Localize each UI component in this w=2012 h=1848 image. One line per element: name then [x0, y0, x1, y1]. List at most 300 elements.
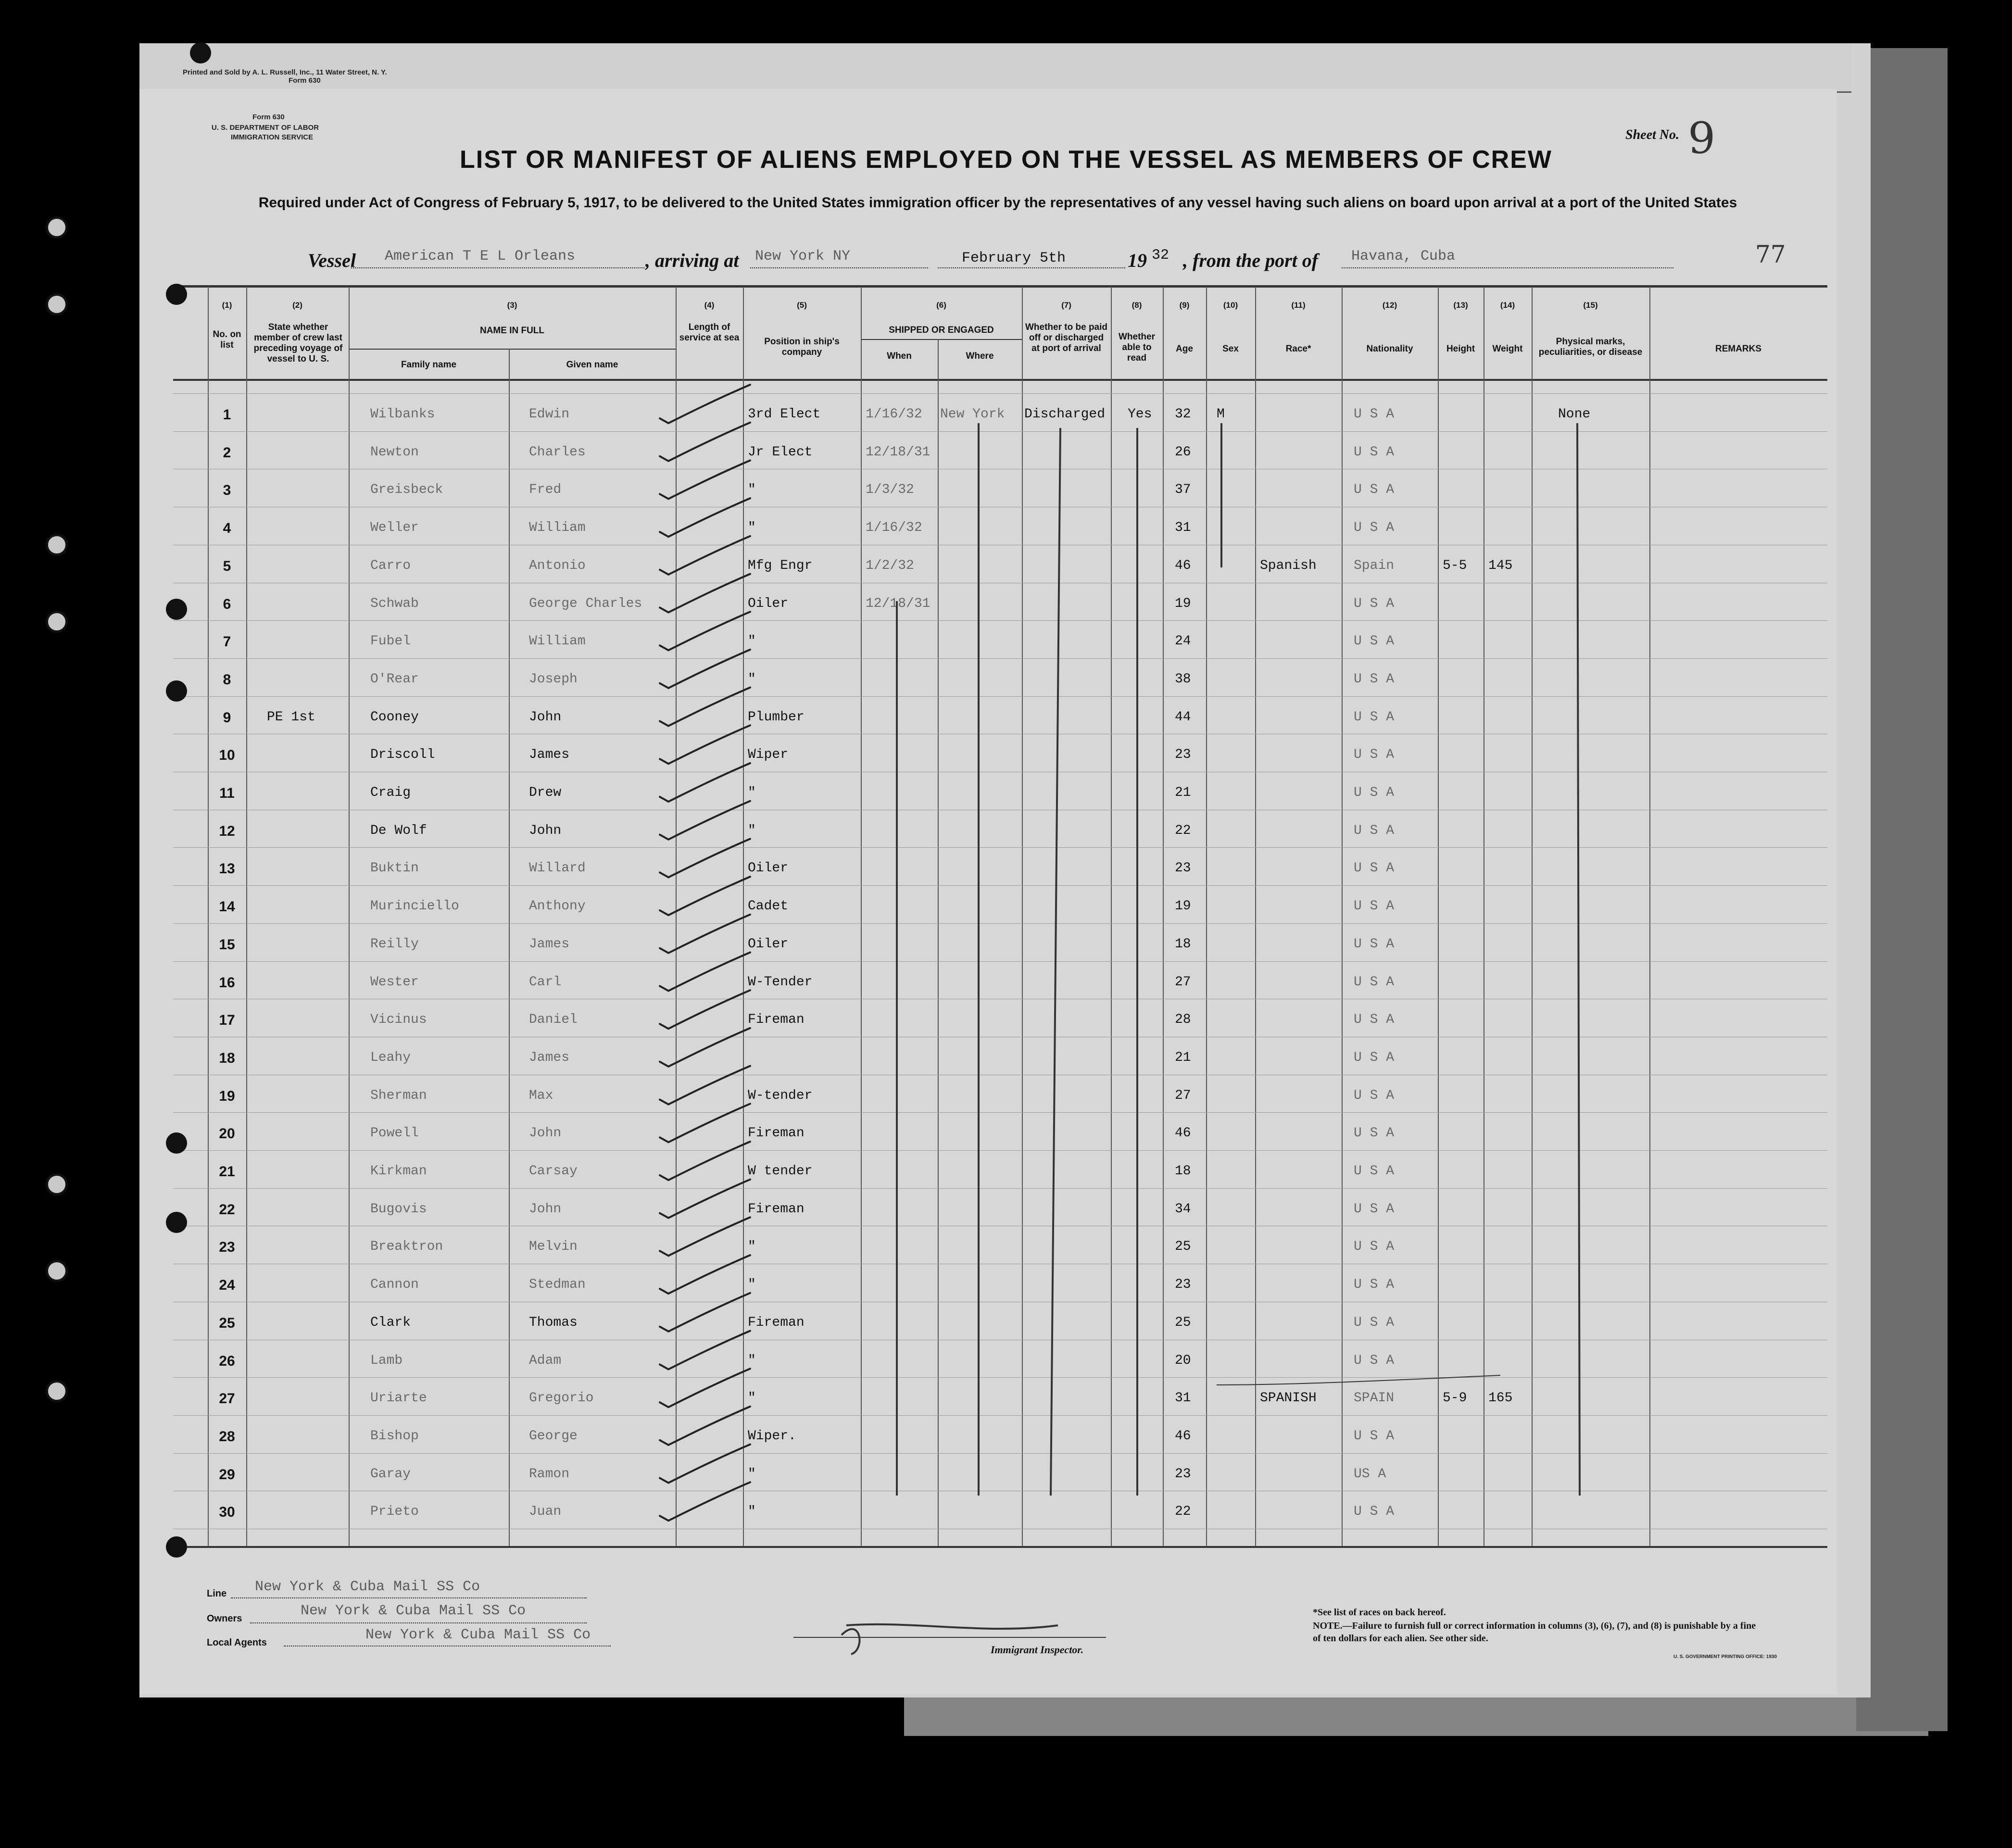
check-mark — [660, 1293, 750, 1332]
agents-label: Local Agents — [207, 1637, 267, 1648]
check-mark — [660, 688, 750, 726]
cell-given-name: John — [529, 709, 562, 725]
row-number: 1 — [223, 407, 231, 423]
agents-value: New York & Cuba Mail SS Co — [365, 1627, 591, 1643]
colnum-10: (10) — [1223, 301, 1238, 310]
binder-hole — [166, 1212, 187, 1233]
cell-position: " — [748, 1239, 756, 1255]
colnum-8: (8) — [1132, 301, 1142, 310]
header-remarks: REMARKS — [1715, 344, 1762, 354]
cell-age: 24 — [1175, 634, 1191, 649]
line-underline — [231, 1597, 587, 1598]
cell-given-name: Thomas — [529, 1315, 578, 1330]
row27-stroke — [1217, 1375, 1500, 1385]
cell-family-name: Cooney — [370, 709, 419, 725]
cell-position: Jr Elect — [748, 444, 813, 460]
cell-position: Fireman — [748, 1201, 805, 1217]
row-number: 17 — [219, 1012, 235, 1029]
row-number: 29 — [219, 1466, 235, 1483]
header-age: Age — [1176, 344, 1193, 354]
cell-nationality: U S A — [1354, 634, 1395, 649]
cell-given-name: Daniel — [529, 1012, 578, 1028]
binder-ring — [46, 534, 68, 556]
cell-age: 19 — [1175, 596, 1191, 611]
check-mark — [660, 460, 750, 499]
row-number: 23 — [219, 1239, 235, 1256]
cell-age: 21 — [1175, 1050, 1191, 1065]
header-no-on-list: No. on list — [213, 329, 241, 350]
cell-position: " — [748, 1466, 756, 1482]
check-mark — [660, 1066, 750, 1105]
check-mark — [660, 763, 750, 802]
colnum-11: (11) — [1291, 301, 1306, 310]
cell-family-name: Greisbeck — [370, 482, 443, 498]
cell-nationality: U S A — [1354, 709, 1395, 725]
row-number: 26 — [219, 1353, 235, 1369]
cell-given-name: Gregorio — [529, 1391, 594, 1406]
colnum-7: (7) — [1061, 301, 1071, 310]
check-mark — [660, 1180, 750, 1218]
cell-when: 1/16/32 — [866, 407, 922, 422]
check-mark — [660, 839, 750, 877]
row-number: 22 — [219, 1201, 235, 1218]
check-mark — [660, 1028, 750, 1067]
cell-nationality: U S A — [1354, 1201, 1395, 1217]
cell-nationality: U S A — [1354, 899, 1395, 914]
cell-nationality: U S A — [1354, 823, 1395, 838]
check-mark — [660, 1369, 750, 1407]
cell-physical-marks: None — [1558, 407, 1591, 422]
cell-given-name: Melvin — [529, 1239, 578, 1255]
check-mark — [660, 915, 750, 953]
row-number: 24 — [219, 1277, 235, 1294]
cell-age: 31 — [1175, 1391, 1191, 1406]
cell-age: 22 — [1175, 1504, 1191, 1520]
cell-when: 1/2/32 — [866, 558, 914, 573]
cell-age: 27 — [1175, 974, 1191, 990]
row-number: 11 — [219, 785, 235, 801]
cell-when: 12/18/31 — [866, 444, 931, 460]
cell-position: Cadet — [748, 899, 789, 914]
cell-given-name: James — [529, 1050, 570, 1065]
cell-nationality: U S A — [1354, 785, 1395, 800]
cell-position: Plumber — [748, 709, 805, 725]
cell-weight: 165 — [1488, 1391, 1513, 1406]
printer-line: Printed and Sold by A. L. Russell, Inc., 11 Water Street, N. Y. — [183, 68, 387, 76]
cell-position: " — [748, 785, 756, 800]
cell-nationality: U S A — [1354, 1012, 1395, 1028]
cell-family-name: Craig — [370, 785, 411, 800]
cell-family-name: Wester — [370, 974, 419, 990]
ditto-line-paid — [1051, 428, 1060, 1496]
cell-given-name: Charles — [529, 444, 586, 460]
cell-given-name: George — [529, 1428, 578, 1444]
cell-position: Wiper. — [748, 1428, 796, 1444]
cell-paid-off: Discharged — [1024, 407, 1106, 422]
row-number: 6 — [223, 596, 231, 612]
cell-when: 1/3/32 — [866, 482, 914, 498]
binder-hole — [166, 680, 187, 702]
cell-nationality: U S A — [1354, 861, 1395, 876]
printer-form: Form 630 — [289, 76, 321, 85]
cell-given-name: Anthony — [529, 899, 586, 914]
sheet-no-value: 9 — [1688, 113, 1716, 163]
cell-family-name: O'Rear — [370, 671, 419, 687]
check-mark — [660, 1217, 750, 1256]
inspector-label: Immigrant Inspector. — [991, 1644, 1084, 1656]
row-number: 16 — [219, 974, 235, 991]
binder-ring — [46, 293, 68, 315]
cell-age: 18 — [1175, 1164, 1191, 1179]
row-number: 19 — [219, 1088, 235, 1104]
cell-nationality: SPAIN — [1354, 1391, 1395, 1406]
cell-weight: 145 — [1488, 558, 1513, 573]
cell-given-name: James — [529, 936, 570, 952]
cell-given-name: John — [529, 823, 562, 838]
cell-nationality: U S A — [1354, 974, 1395, 990]
cell-position: Fireman — [748, 1315, 805, 1330]
cell-position: " — [748, 1391, 756, 1406]
cell-age: 25 — [1175, 1315, 1191, 1330]
cell-age: 18 — [1175, 936, 1191, 952]
cell-age: 32 — [1175, 407, 1191, 422]
cell-position: Oiler — [748, 936, 789, 952]
binder-ring — [46, 216, 68, 239]
colnum-3: (3) — [507, 301, 517, 310]
cell-given-name: William — [529, 520, 586, 536]
cell-family-name: Vicinus — [370, 1012, 427, 1028]
header-race: Race* — [1285, 344, 1311, 354]
header-able-to-read: Whether able to read — [1119, 332, 1155, 363]
check-mark — [660, 1482, 750, 1521]
cell-position: 3rd Elect — [748, 407, 821, 422]
cell-nationality: U S A — [1354, 1353, 1395, 1368]
binder-ring — [46, 1380, 68, 1402]
colnum-1: (1) — [222, 301, 232, 310]
cell-position: " — [748, 823, 756, 838]
colnum-14: (14) — [1500, 301, 1515, 310]
cell-age: 34 — [1175, 1201, 1191, 1217]
colnum-15: (15) — [1583, 301, 1598, 310]
cell-family-name: Newton — [370, 444, 419, 460]
row-number: 7 — [223, 634, 231, 650]
binder-hole — [166, 284, 187, 305]
cell-age: 28 — [1175, 1012, 1191, 1028]
cell-position: " — [748, 482, 756, 498]
cell-family-name: Wilbanks — [370, 407, 435, 422]
check-mark — [660, 990, 750, 1029]
check-mark — [660, 498, 750, 537]
check-mark — [660, 650, 750, 688]
cell-family-name: Weller — [370, 520, 419, 536]
cell-where: New York — [940, 407, 1005, 422]
row-number: 21 — [219, 1164, 235, 1180]
cell-family-name: De Wolf — [370, 823, 427, 838]
vessel-label: Vessel — [308, 250, 356, 271]
cell-nationality: U S A — [1354, 1428, 1395, 1444]
row-number: 3 — [223, 482, 231, 499]
cell-age: 23 — [1175, 1466, 1191, 1482]
cell-race: SPANISH — [1260, 1391, 1317, 1406]
cell-given-name: Fred — [529, 482, 562, 498]
sheet-no-label: Sheet No. — [1625, 127, 1679, 142]
header-shipped-engaged: SHIPPED OR ENGAGED — [889, 325, 994, 335]
cell-given-name: Joseph — [529, 671, 578, 687]
row-number: 10 — [219, 747, 235, 764]
race-note: *See list of races on back hereof. — [1313, 1607, 1446, 1618]
header-weight: Weight — [1492, 344, 1523, 354]
check-mark — [660, 574, 750, 613]
cell-given-name: Carsay — [529, 1164, 578, 1179]
row-number: 14 — [219, 899, 235, 915]
cell-position: " — [748, 520, 756, 536]
service: IMMIGRATION SERVICE — [231, 133, 314, 141]
cell-family-name: Cannon — [370, 1277, 419, 1293]
cell-nationality: U S A — [1354, 1277, 1395, 1293]
cell-height: 5-5 — [1443, 558, 1467, 573]
row-number: 9 — [223, 709, 231, 726]
cell-nationality: U S A — [1354, 482, 1395, 498]
cell-read: Yes — [1128, 407, 1152, 422]
page-title: LIST OR MANIFEST OF ALIENS EMPLOYED ON THE VESSEL AS MEMBERS OF CREW — [460, 146, 1552, 174]
cell-family-name: Reilly — [370, 936, 419, 952]
check-mark — [660, 385, 750, 423]
cell-family-name: Bugovis — [370, 1201, 427, 1217]
colnum-13: (13) — [1453, 301, 1468, 310]
cell-family-name: Driscoll — [370, 747, 435, 763]
cell-given-name: John — [529, 1126, 562, 1141]
binder-hole — [190, 42, 211, 63]
binder-ring — [46, 1260, 68, 1282]
cell-family-name: Buktin — [370, 861, 419, 876]
colnum-9: (9) — [1179, 301, 1190, 310]
row-number: 25 — [219, 1315, 235, 1331]
cell-given-name: Edwin — [529, 407, 570, 422]
cell-age: 23 — [1175, 861, 1191, 876]
row-number: 15 — [219, 936, 235, 953]
department: U. S. DEPARTMENT OF LABOR — [212, 124, 319, 132]
header-when: When — [887, 351, 912, 361]
cell-given-name: Antonio — [529, 558, 586, 573]
arriving-value: New York NY — [755, 248, 851, 264]
line-label: Line — [207, 1588, 227, 1599]
cell-given-name: William — [529, 634, 586, 649]
owners-label: Owners — [207, 1613, 242, 1624]
cell-age: 46 — [1175, 558, 1191, 573]
cell-when: 1/16/32 — [866, 520, 922, 536]
cell-given-name: Max — [529, 1088, 553, 1103]
header-physical-marks: Physical marks, peculiarities, or disease — [1538, 337, 1643, 357]
cell-given-name: Ramon — [529, 1466, 570, 1482]
row-number: 20 — [219, 1126, 235, 1142]
cell-given-name: George Charles — [529, 596, 642, 611]
header-last-voyage: State whether member of crew last preceding voyage of vessel to U. S. — [253, 322, 343, 364]
cell-position: Fireman — [748, 1126, 805, 1141]
cell-position: W-Tender — [748, 974, 813, 990]
cell-nationality: U S A — [1354, 444, 1395, 460]
page-subtitle: Required under Act of Congress of February 5, 1917, to be delivered to the United States immigration officer by the representatives of any vessel having such aliens on board upon arrival at a port of the United States — [258, 195, 1737, 211]
check-mark — [660, 801, 750, 840]
cell-age: 23 — [1175, 1277, 1191, 1293]
cell-given-name: John — [529, 1201, 562, 1217]
check-mark — [660, 1104, 750, 1142]
check-mark — [660, 1331, 750, 1370]
cell-nationality: U S A — [1354, 1504, 1395, 1520]
cell-nationality: U S A — [1354, 936, 1395, 952]
cell-nationality: U S A — [1354, 1050, 1395, 1065]
cell-race: Spanish — [1260, 558, 1317, 573]
penalty-note: NOTE.—Failure to furnish full or correct information in columns (3), (6), (7), and (8) is punishable by a fine of ten dollars for each alien. See other side. — [1313, 1621, 1756, 1644]
check-mark — [660, 612, 750, 650]
cell-position: " — [748, 1353, 756, 1368]
cell-position: Wiper — [748, 747, 789, 763]
header-family-name: Family name — [401, 360, 457, 370]
cell-given-name: Carl — [529, 974, 562, 990]
cell-when: 12/18/31 — [866, 596, 931, 611]
cell-position: W tender — [748, 1164, 813, 1179]
cell-nationality: Spain — [1354, 558, 1395, 573]
cell-age: 21 — [1175, 785, 1191, 800]
row-number: 27 — [219, 1391, 235, 1407]
line-value: New York & Cuba Mail SS Co — [255, 1579, 480, 1595]
cell-age: 44 — [1175, 709, 1191, 725]
cell-age: 38 — [1175, 671, 1191, 687]
header-position: Position in ship's company — [764, 337, 840, 357]
cell-position: Oiler — [748, 861, 789, 876]
cell-height: 5-9 — [1443, 1391, 1467, 1406]
cell-age: 31 — [1175, 520, 1191, 536]
cell-given-name: Adam — [529, 1353, 562, 1368]
cell-age: 19 — [1175, 899, 1191, 914]
cell-nationality: U S A — [1354, 596, 1395, 611]
cell-family-name: Breaktron — [370, 1239, 443, 1255]
cell-age: 20 — [1175, 1353, 1191, 1368]
cell-age: 27 — [1175, 1088, 1191, 1103]
cell-given-name: Willard — [529, 861, 586, 876]
form-number: Form 630 — [252, 113, 285, 121]
cell-nationality: U S A — [1354, 747, 1395, 763]
header-given-name: Given name — [566, 360, 618, 370]
check-mark — [660, 725, 750, 764]
from-port-label: , from the port of — [1183, 250, 1319, 271]
cell-position: " — [748, 1277, 756, 1293]
cell-age: 26 — [1175, 444, 1191, 460]
cell-nationality: U S A — [1354, 1126, 1395, 1141]
row-number: 12 — [219, 823, 235, 839]
cell-position: Mfg Engr — [748, 558, 813, 573]
owners-underline — [250, 1622, 587, 1623]
row-number: 18 — [219, 1050, 235, 1066]
row-number: 30 — [219, 1504, 235, 1521]
cell-nationality: US A — [1354, 1466, 1386, 1482]
cell-family-name: Powell — [370, 1126, 419, 1141]
header-sex: Sex — [1222, 344, 1239, 354]
cell-given-name: James — [529, 747, 570, 763]
cell-family-name: Bishop — [370, 1428, 419, 1444]
owners-value: New York & Cuba Mail SS Co — [301, 1603, 526, 1619]
cell-family-name: Sherman — [370, 1088, 427, 1103]
check-mark — [660, 953, 750, 991]
cell-position: " — [748, 671, 756, 687]
agents-underline — [284, 1646, 611, 1647]
cell-family-name: Fubel — [370, 634, 411, 649]
row-number: 4 — [223, 520, 231, 537]
row-number: 28 — [219, 1428, 235, 1445]
year-prefix: 19 — [1128, 250, 1147, 271]
cell-family-name: Clark — [370, 1315, 411, 1330]
cell-nationality: U S A — [1354, 671, 1395, 687]
vessel-value: American T E L Orleans — [385, 248, 576, 264]
header-height: Height — [1446, 344, 1475, 354]
binder-hole — [166, 1132, 187, 1154]
cell-position: Oiler — [748, 596, 789, 611]
colnum-4: (4) — [704, 301, 715, 310]
header-length-of-service: Length of service at sea — [679, 322, 740, 343]
cell-family-name: Uriarte — [370, 1391, 427, 1406]
header-name-in-full: NAME IN FULL — [479, 326, 545, 336]
row-number: 5 — [223, 558, 231, 574]
header-paid-off: Whether to be paid off or discharged at port of arrival — [1025, 322, 1107, 353]
cell-nationality: U S A — [1354, 1164, 1395, 1179]
colnum-12: (12) — [1382, 301, 1397, 310]
cell-position: " — [748, 634, 756, 649]
page-mark: 77 — [1755, 240, 1786, 268]
header-nationality: Nationality — [1366, 344, 1413, 354]
cell-given-name: Stedman — [529, 1277, 586, 1293]
arriving-label: , arriving at — [645, 250, 739, 271]
cell-age: 46 — [1175, 1428, 1191, 1444]
cell-given-name: Juan — [529, 1504, 562, 1520]
from-port-value: Havana, Cuba — [1351, 248, 1456, 264]
cell-family-name: Prieto — [370, 1504, 419, 1520]
binder-ring — [46, 1173, 68, 1195]
cell-age: 25 — [1175, 1239, 1191, 1255]
cell-age: 23 — [1175, 747, 1191, 763]
colnum-6: (6) — [936, 301, 946, 310]
cell-last-voyage: PE 1st — [267, 709, 315, 725]
cell-nationality: U S A — [1354, 520, 1395, 536]
check-mark — [660, 877, 750, 915]
colnum-5: (5) — [797, 301, 807, 310]
cell-family-name: Kirkman — [370, 1164, 427, 1179]
cell-age: 22 — [1175, 823, 1191, 838]
binder-ring — [46, 611, 68, 633]
cell-sex: M — [1217, 407, 1225, 422]
cell-nationality: U S A — [1354, 407, 1395, 422]
check-mark — [660, 536, 750, 575]
cell-family-name: Carro — [370, 558, 411, 573]
printing-office: U. S. GOVERNMENT PRINTING OFFICE: 1930 — [1673, 1654, 1777, 1659]
cell-nationality: U S A — [1354, 1088, 1395, 1103]
row-number: 2 — [223, 444, 231, 461]
year-suffix: 32 — [1152, 247, 1169, 264]
cell-position: W-tender — [748, 1088, 813, 1103]
cell-given-name: Drew — [529, 785, 562, 800]
colnum-2: (2) — [292, 301, 302, 310]
check-mark — [660, 1142, 750, 1180]
row-number: 8 — [223, 671, 231, 688]
cell-family-name: Garay — [370, 1466, 411, 1482]
check-mark — [660, 1407, 750, 1445]
check-mark — [660, 1255, 750, 1294]
binder-hole — [166, 599, 187, 620]
ditto-line-marks — [1577, 423, 1580, 1496]
cell-family-name: Lamb — [370, 1353, 403, 1368]
cell-nationality: U S A — [1354, 1239, 1395, 1255]
cell-age: 37 — [1175, 482, 1191, 498]
check-mark — [660, 1445, 750, 1483]
cell-nationality: U S A — [1354, 1315, 1395, 1330]
